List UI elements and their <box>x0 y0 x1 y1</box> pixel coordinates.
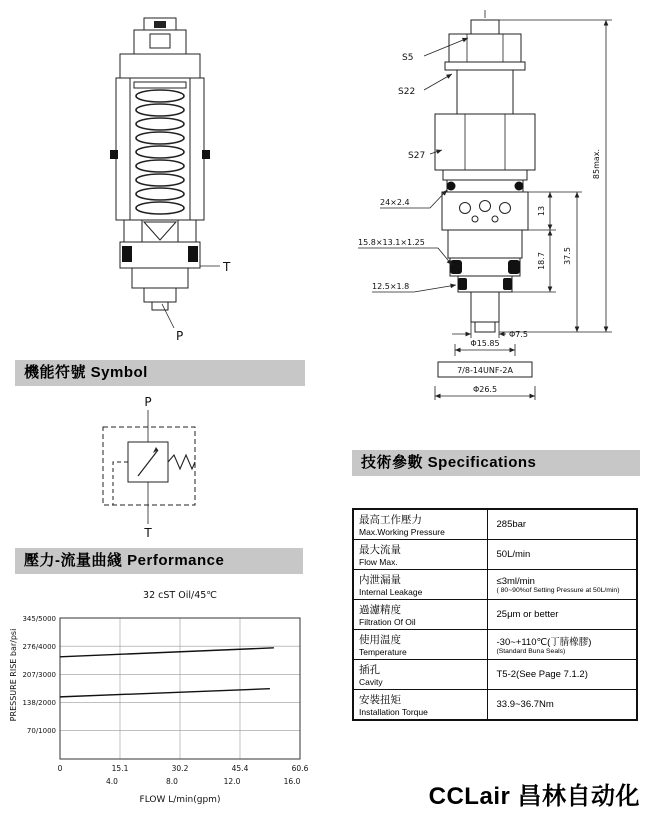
spec-label-en: Flow Max. <box>359 557 398 567</box>
table-row <box>353 630 637 660</box>
relief-valve-element <box>128 442 168 482</box>
svg-text:15.1: 15.1 <box>111 764 129 773</box>
seal-low-right <box>503 278 512 290</box>
chart-y-axis-label: PRESSURE RISE bar/psi <box>9 628 18 722</box>
spec-value: ≤3ml/min <box>496 575 535 587</box>
spec-label-en: Internal Leakage <box>359 587 423 597</box>
thread-spec: 7/8-14UNF-2A <box>457 366 513 375</box>
dim-85max: 85max. <box>592 148 601 180</box>
port-t-label: T <box>223 260 231 274</box>
oring-left <box>122 246 132 262</box>
chart-x-axis-label: FLOW L/min(gpm) <box>139 795 221 805</box>
spec-value: -30~+110℃(丁腈橡膠) <box>496 637 592 648</box>
spec-label-en: Cavity <box>359 677 383 687</box>
table-row <box>353 570 637 600</box>
table-row <box>353 690 637 721</box>
dim-dia-26-5: Φ26.5 <box>472 385 498 394</box>
spec-label-en: Filtration Of Oil <box>359 617 416 627</box>
dim-13: 13 <box>537 205 546 217</box>
pilot-line <box>113 462 128 505</box>
seal-low-left <box>458 278 467 290</box>
spec-label-zh: 最大流量 <box>359 544 401 556</box>
locknut-section <box>120 54 200 78</box>
label-s27: S27 <box>408 151 426 161</box>
chart-x-tick-labels <box>58 764 309 786</box>
dim-37-5: 37.5 <box>563 247 572 265</box>
label-s22: S22 <box>398 87 416 97</box>
svg-text:0: 0 <box>57 764 63 773</box>
svg-text:12.0: 12.0 <box>223 777 241 786</box>
svg-text:4.0: 4.0 <box>106 777 118 786</box>
performance-curve-lower <box>60 689 270 697</box>
symbol-port-t: T <box>144 526 152 540</box>
oring-right <box>188 246 198 262</box>
dim-dia-7-5: Φ7.5 <box>509 330 529 339</box>
svg-text:276/4000: 276/4000 <box>22 643 56 651</box>
label-oring-size: 24×2.4 <box>380 198 410 207</box>
spec-value: 33.9~36.7Nm <box>496 699 554 710</box>
spec-label-zh: 插孔 <box>359 664 380 676</box>
spec-label-en: Temperature <box>359 647 407 657</box>
svg-text:345/5000: 345/5000 <box>22 615 56 623</box>
dim-18-7: 18.7 <box>537 252 546 270</box>
spec-value-note: (Standard Buna Seals) <box>496 648 566 655</box>
svg-text:8.0: 8.0 <box>166 777 178 786</box>
spec-label-zh: 最高工作壓力 <box>359 514 422 526</box>
spec-label-zh: 過濾精度 <box>359 604 401 616</box>
spec-value: 25μm or better <box>496 609 559 620</box>
svg-text:60.6: 60.6 <box>291 764 309 773</box>
performance-chart <box>5 580 335 820</box>
spec-value-note: ( 80~90%of Setting Pressure at 50L/min) <box>496 586 620 594</box>
oring-cross-left <box>447 182 456 191</box>
svg-text:30.2: 30.2 <box>171 764 189 773</box>
svg-text:138/2000: 138/2000 <box>22 699 56 707</box>
table-row <box>353 600 637 630</box>
dim-dia-15-85: Φ15.85 <box>470 339 500 348</box>
performance-section-header: 壓力-流量曲綫 Performance <box>15 548 303 574</box>
svg-text:207/3000: 207/3000 <box>22 671 56 679</box>
dimension-outline-drawing <box>350 4 648 444</box>
spec-label-en: Max.Working Pressure <box>359 527 445 537</box>
spec-value: 285bar <box>496 519 527 530</box>
chart-y-tick-labels <box>22 615 56 735</box>
spec-value: 50L/min <box>496 549 531 560</box>
table-row <box>353 509 637 540</box>
svg-text:45.4: 45.4 <box>231 764 249 773</box>
valve-outline <box>435 10 535 332</box>
symbol-section-header: 機能符號 Symbol <box>15 360 305 386</box>
seal-mid-left <box>450 260 462 274</box>
spec-label-zh: 内泄漏量 <box>359 574 401 586</box>
table-row <box>353 540 637 570</box>
label-seal-low-size: 12.5×1.8 <box>372 282 410 291</box>
hex-socket <box>154 21 166 28</box>
brand-logo: CCLair 昌林自动化 <box>428 783 640 810</box>
spec-value: T5-2(See Page 7.1.2) <box>496 669 588 680</box>
spec-label-en: Installation Torque <box>359 707 428 717</box>
port-p-label: P <box>176 329 184 343</box>
seal-mid-right <box>508 260 520 274</box>
hydraulic-symbol-diagram <box>15 394 305 542</box>
performance-curve-upper <box>60 648 274 657</box>
oring-cross-right <box>515 182 524 191</box>
seal-left <box>110 150 118 159</box>
seal-right <box>202 150 210 159</box>
label-seal-mid-size: 15.8×13.1×1.25 <box>358 238 425 247</box>
spec-label-zh: 安裝扭矩 <box>359 694 401 706</box>
label-s5: S5 <box>402 53 414 63</box>
spec-label-zh: 使用温度 <box>359 634 401 646</box>
chart-subtitle: 32 cST Oil/45℃ <box>143 590 217 601</box>
valve-body-section <box>110 18 210 310</box>
table-row <box>353 660 637 690</box>
specifications-section-header: 技術參數 Specifications <box>352 450 640 476</box>
spring-symbol <box>168 455 195 469</box>
svg-text:70/1000: 70/1000 <box>26 727 56 735</box>
svg-text:16.0: 16.0 <box>283 777 301 786</box>
valve-cross-section-drawing <box>70 4 290 356</box>
specifications-table <box>352 508 638 721</box>
symbol-port-p: P <box>144 395 152 409</box>
